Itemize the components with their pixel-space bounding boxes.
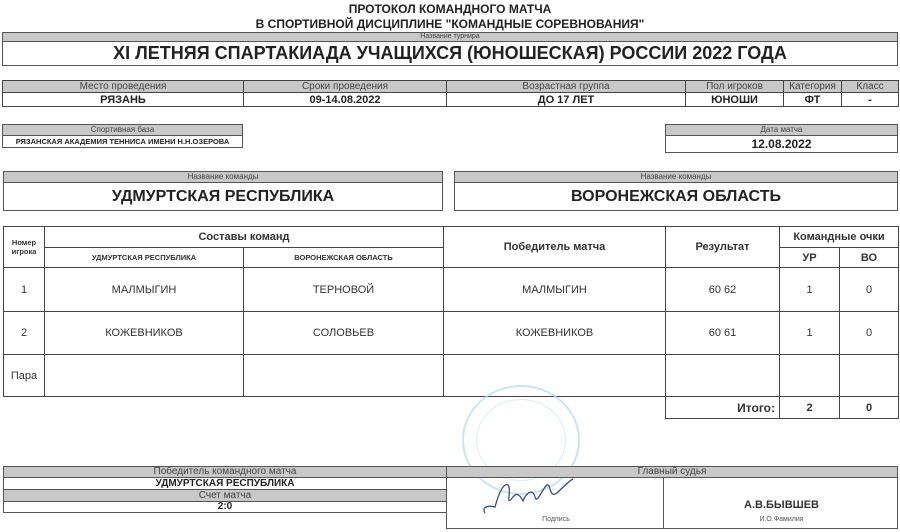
table-row-pair xyxy=(4,355,899,397)
team1-label: Название команды xyxy=(3,171,443,183)
referee-name: А.В.БЫВШЕВ xyxy=(744,499,819,511)
player-number: 1 xyxy=(4,268,45,312)
total-label: Итого: xyxy=(666,397,780,419)
referee-name-label: И.О.Фамилия xyxy=(759,516,804,523)
category-label: Категория xyxy=(784,81,842,93)
points-team1: 1 xyxy=(780,268,840,312)
match-date-value: 12.08.2022 xyxy=(665,135,898,153)
team1-name: УДМУРТСКАЯ РЕСПУБЛИКА xyxy=(3,182,443,211)
dates-label: Сроки проведения xyxy=(244,81,447,93)
points-team2: 0 xyxy=(840,268,899,312)
match-winner: КОЖЕВНИКОВ xyxy=(444,312,666,355)
team2-pair xyxy=(244,355,444,397)
pair-points-team2 xyxy=(840,355,899,397)
dates-value: 09-14.08.2022 xyxy=(244,93,447,107)
total-team2: 0 xyxy=(840,397,899,419)
match-result: 60 61 xyxy=(666,312,780,355)
pair-winner xyxy=(444,355,666,397)
signature-box xyxy=(446,477,664,529)
player-number-header: Номер игрока xyxy=(4,227,45,268)
pair-label: Пара xyxy=(4,355,45,397)
sports-base-label: Спортивная база xyxy=(2,124,243,136)
pair-points-team1 xyxy=(780,355,840,397)
result-header: Результат xyxy=(666,227,780,268)
team1-player: МАЛМЫГИН xyxy=(45,268,244,312)
points-team2-header: ВО xyxy=(840,248,899,268)
lineups-header: Составы команд xyxy=(45,227,444,248)
match-result: 60 62 xyxy=(666,268,780,312)
winner-header: Победитель матча xyxy=(444,227,666,268)
team2-name: ВОРОНЕЖСКАЯ ОБЛАСТЬ xyxy=(454,182,898,211)
points-team2: 0 xyxy=(840,312,899,355)
info-row xyxy=(2,80,898,107)
table-row xyxy=(4,268,899,312)
points-team1: 1 xyxy=(780,312,840,355)
team-match-winner-value: УДМУРТСКАЯ РЕСПУБЛИКА xyxy=(3,477,447,490)
tournament-name: XI ЛЕТНЯЯ СПАРТАКИАДА УЧАЩИХСЯ (ЮНОШЕСКАЯ) РОССИИ 2022 ГОДА xyxy=(2,41,898,66)
team2-player: ТЕРНОВОЙ xyxy=(244,268,444,312)
protocol-title-line2: В СПОРТИВНОЙ ДИСЦИПЛИНЕ "КОМАНДНЫЕ СОРЕВНОВАНИЯ" xyxy=(255,17,645,31)
team1-pair xyxy=(45,355,244,397)
team1-player: КОЖЕВНИКОВ xyxy=(45,312,244,355)
class-label: Класс xyxy=(842,81,899,93)
team-match-winner-label: Победитель командного матча xyxy=(3,466,447,478)
venue-value: РЯЗАНЬ xyxy=(3,93,244,107)
referee-name-box xyxy=(663,477,898,529)
team2-player: СОЛОВЬЕВ xyxy=(244,312,444,355)
team2-label: Название команды xyxy=(454,171,898,183)
match-winner: МАЛМЫГИН xyxy=(444,268,666,312)
protocol-title-line1: ПРОТОКОЛ КОМАНДНОГО МАТЧА xyxy=(348,2,552,16)
class-value: - xyxy=(842,93,899,107)
pair-result xyxy=(666,355,780,397)
total-team1: 2 xyxy=(780,397,840,419)
gender-label: Пол игроков xyxy=(686,81,784,93)
team-points-header: Командные очки xyxy=(780,227,899,248)
signature-label: Подпись xyxy=(542,516,570,523)
match-score-value: 2:0 xyxy=(3,501,447,513)
sports-base-value: РЯЗАНСКАЯ АКАДЕМИЯ ТЕННИСА ИМЕНИ Н.Н.ОЗЕРОВА xyxy=(2,135,243,148)
match-table xyxy=(3,226,898,419)
match-date-label: Дата матча xyxy=(665,124,898,136)
age-label: Возрастная группа xyxy=(447,81,686,93)
points-team1-header: УР xyxy=(780,248,840,268)
category-value: ФТ xyxy=(784,93,842,107)
venue-label: Место проведения xyxy=(3,81,244,93)
match-score-label: Счет матча xyxy=(3,489,447,502)
team1-lineup-header: УДМУРТСКАЯ РЕСПУБЛИКА xyxy=(45,248,244,268)
table-row xyxy=(4,312,899,355)
gender-value: ЮНОШИ xyxy=(686,93,784,107)
tournament-label: Название турнира xyxy=(2,32,898,42)
chief-referee-label: Главный судья xyxy=(446,466,898,478)
age-value: ДО 17 ЛЕТ xyxy=(447,93,686,107)
player-number: 2 xyxy=(4,312,45,355)
signature-icon xyxy=(477,477,597,517)
team2-lineup-header: ВОРОНЕЖСКАЯ ОБЛАСТЬ xyxy=(244,248,444,268)
